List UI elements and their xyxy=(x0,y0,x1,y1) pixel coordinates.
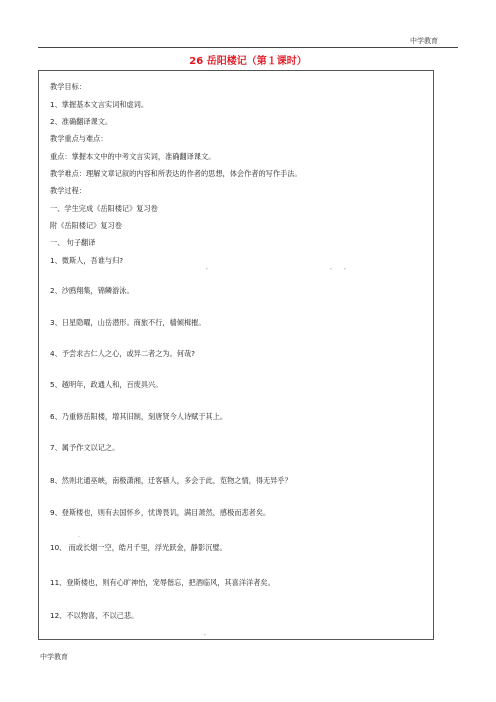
scan-speck: , xyxy=(204,630,206,637)
section-heading-focus: 教学重点与难点： xyxy=(50,134,108,143)
translation-item: 5、越明年，政通人和，百废具兴。 xyxy=(50,380,163,389)
translation-item: 12、不以物喜，不以己悲。 xyxy=(50,611,139,620)
footer-label: 中学教育 xyxy=(40,653,68,661)
scan-speck: , xyxy=(330,264,332,271)
header-label: 中学教育 xyxy=(410,37,438,45)
translation-item: 9、登斯楼也，则有去国怀乡，忧谗畏讥，满目萧然，感极而悲者矣。 xyxy=(50,508,271,517)
section-heading-goals: 教学目标： xyxy=(50,82,86,91)
header-divider xyxy=(38,47,458,48)
translation-item: 1、微斯人，吾谁与归? xyxy=(50,256,124,265)
translation-item: 2、沙鸥翔集，锦鳞游泳。 xyxy=(50,286,134,295)
translation-item: 8、然则北通巫峡，南极潇湘，迁客骚人，多会于此，览物之情，得无异乎？ xyxy=(50,476,292,485)
translation-item: 7、属予作文以记之。 xyxy=(50,443,120,452)
translation-item: 4、予尝求古仁人之心，或异二者之为。何哉? xyxy=(50,349,195,358)
translation-item: 11、登斯楼也，则有心旷神怡，宠辱偕忘，把酒临风，其喜洋洋者矣。 xyxy=(50,578,275,587)
worksheet-section-heading: 一、 句子翻译 xyxy=(50,238,96,247)
scan-speck: , xyxy=(344,264,346,271)
page-title: 26 岳阳楼记（第１课时） xyxy=(189,56,307,67)
focus-item: 重点：掌握本文中的中考文言实词，准确翻译课文。 xyxy=(50,152,216,161)
scan-speck: . xyxy=(78,532,80,539)
difficulty-item: 教学难点：理解文章记叙的内容和所表达的作者的思想，体会作者的写作手法。 xyxy=(50,169,302,178)
scan-speck: , xyxy=(206,264,208,271)
translation-item: 6、乃重修岳阳楼，增其旧制，刻唐贤今人诗赋于其上。 xyxy=(50,412,228,421)
section-heading-process: 教学过程： xyxy=(50,186,86,195)
goal-item: 2、准确翻译课文。 xyxy=(50,117,113,126)
translation-item: 10、 而或长烟一空，皓月千里，浮光跃金，静影沉璧。 xyxy=(50,543,227,552)
worksheet-heading: 附《岳阳楼记》复习卷 xyxy=(50,221,122,230)
translation-item: 3、日星隐曜，山岳潜形。商旅不行，樯倾楫摧。 xyxy=(50,318,206,327)
process-step: 一、学生完成《岳阳楼记》复习卷 xyxy=(50,204,158,213)
goal-item: 1、掌握基本文言实词和虚词。 xyxy=(50,100,149,109)
